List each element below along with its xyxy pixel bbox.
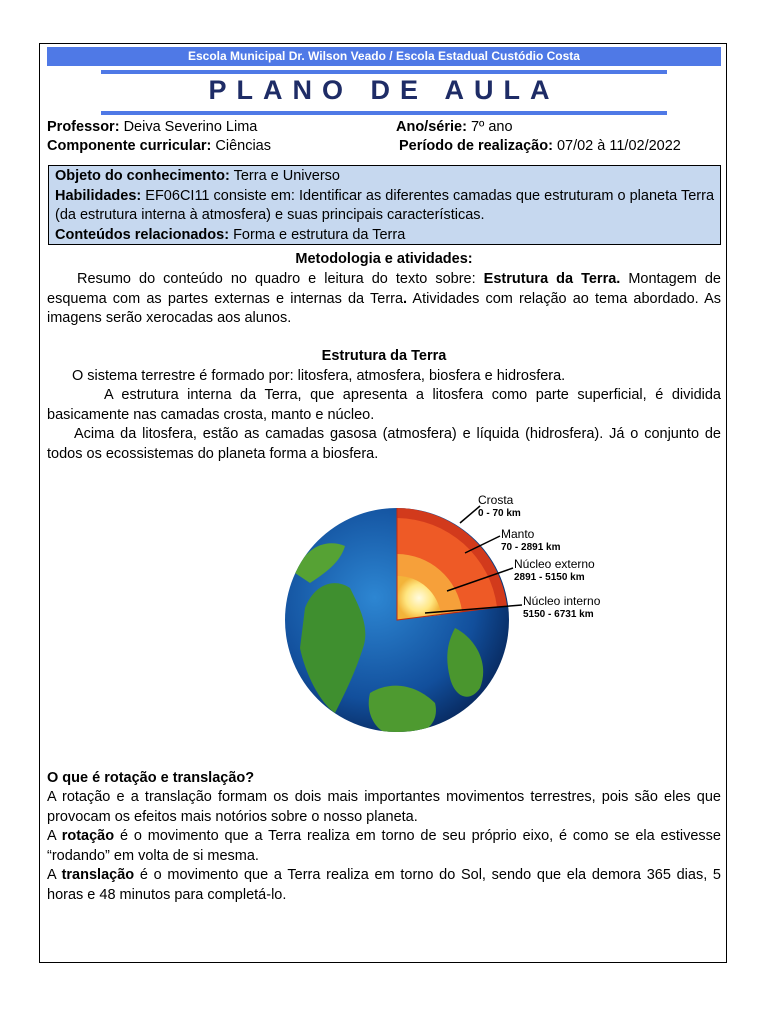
objeto-line bbox=[55, 167, 714, 187]
crosta-pointer bbox=[460, 506, 480, 523]
nucleo-externo-km: 2891 - 5150 km bbox=[514, 572, 585, 583]
ano-line bbox=[396, 119, 513, 135]
professor-line bbox=[47, 119, 257, 135]
ano-label: Ano/série: bbox=[396, 119, 467, 135]
componente-label: Componente curricular: bbox=[47, 138, 212, 154]
school-banner: Escola Municipal Dr. Wilson Veado / Escola Estadual Custódio Costa bbox=[47, 47, 721, 66]
nucleo-interno-label: Núcleo interno bbox=[523, 594, 601, 608]
nucleo-externo-label: Núcleo externo bbox=[514, 557, 595, 571]
conteudos-value: Forma e estrutura da Terra bbox=[233, 226, 406, 243]
nucleo-interno-km: 5150 - 6731 km bbox=[523, 609, 594, 620]
knowledge-box bbox=[48, 165, 721, 245]
estrutura-p1: O sistema terrestre é formado por: litosfera, atmosfera, biosfera e hidrosfera. bbox=[72, 368, 566, 384]
page-title: PLANO DE AULA bbox=[208, 75, 560, 105]
estrutura-heading: Estrutura da Terra bbox=[321, 348, 447, 364]
habilidades-value: EF06CI11 consiste em: Identificar as diferentes camadas que estruturam o planeta Terra (da estrutura interna à atmosfera) e suas principais características. bbox=[55, 187, 715, 223]
habilidades-line bbox=[55, 187, 714, 226]
estrutura-p2: A estrutura interna da Terra, que apresenta a litosfera como parte superficial, é dividida basicamente nas camadas crosta, manto e núcleo. bbox=[47, 387, 721, 423]
metodologia-text: Resumo do conteúdo no quadro e leitura do texto sobre: Estrutura da Terra. Montagem de esquema com as partes externas e internas da Terra. Atividades com relação ao tema abordado. As imagens serão xerocadas aos alunos. bbox=[47, 271, 721, 326]
objeto-label: Objeto do conhecimento: bbox=[55, 168, 230, 184]
earth-structure-diagram bbox=[275, 488, 625, 740]
rotacao-p3: A translação é o movimento que a Terra realiza em torno do Sol, sendo que ela demora 365 dias, 5 horas e 48 minutos para completá-lo. bbox=[47, 867, 721, 903]
earth-diagram-svg bbox=[275, 488, 625, 740]
rotacao-heading: O que é rotação e translação? bbox=[47, 770, 255, 786]
crosta-km: 0 - 70 km bbox=[478, 508, 521, 519]
componente-value: Ciências bbox=[215, 138, 271, 154]
habilidades-label: Habilidades: bbox=[55, 187, 142, 204]
professor-label: Professor: bbox=[47, 119, 120, 135]
professor-value: Deiva Severino Lima bbox=[123, 119, 258, 135]
componente-line bbox=[47, 138, 271, 154]
conteudos-line bbox=[55, 226, 714, 246]
title-rule-top bbox=[101, 70, 667, 74]
conteudos-label: Conteúdos relacionados: bbox=[55, 226, 230, 243]
rotacao-p1: A rotação e a translação formam os dois mais importantes movimentos terrestres, pois são eles que provocam os efeitos mais notórios sobre o nosso planeta. bbox=[47, 789, 721, 825]
ano-value: 7º ano bbox=[470, 119, 513, 135]
manto-label: Manto bbox=[501, 527, 535, 541]
crosta-label: Crosta bbox=[478, 493, 514, 507]
manto-km: 70 - 2891 km bbox=[501, 542, 561, 553]
periodo-line bbox=[399, 138, 681, 154]
periodo-label: Período de realização: bbox=[399, 138, 553, 154]
metodologia-heading: Metodologia e atividades: bbox=[295, 251, 473, 267]
estrutura-p3: Acima da litosfera, estão as camadas gasosa (atmosfera) e líquida (hidrosfera). Já o conjunto de todos os ecossistemas do planeta forma a biosfera. bbox=[47, 426, 721, 462]
objeto-value: Terra e Universo bbox=[233, 168, 340, 184]
title-rule-bottom bbox=[101, 111, 667, 115]
rotacao-p2: A rotação é o movimento que a Terra realiza em torno de seu próprio eixo, é como se ela estivesse “rodando” em volta de si mesma. bbox=[47, 828, 721, 864]
periodo-value: 07/02 à 11/02/2022 bbox=[556, 138, 681, 154]
